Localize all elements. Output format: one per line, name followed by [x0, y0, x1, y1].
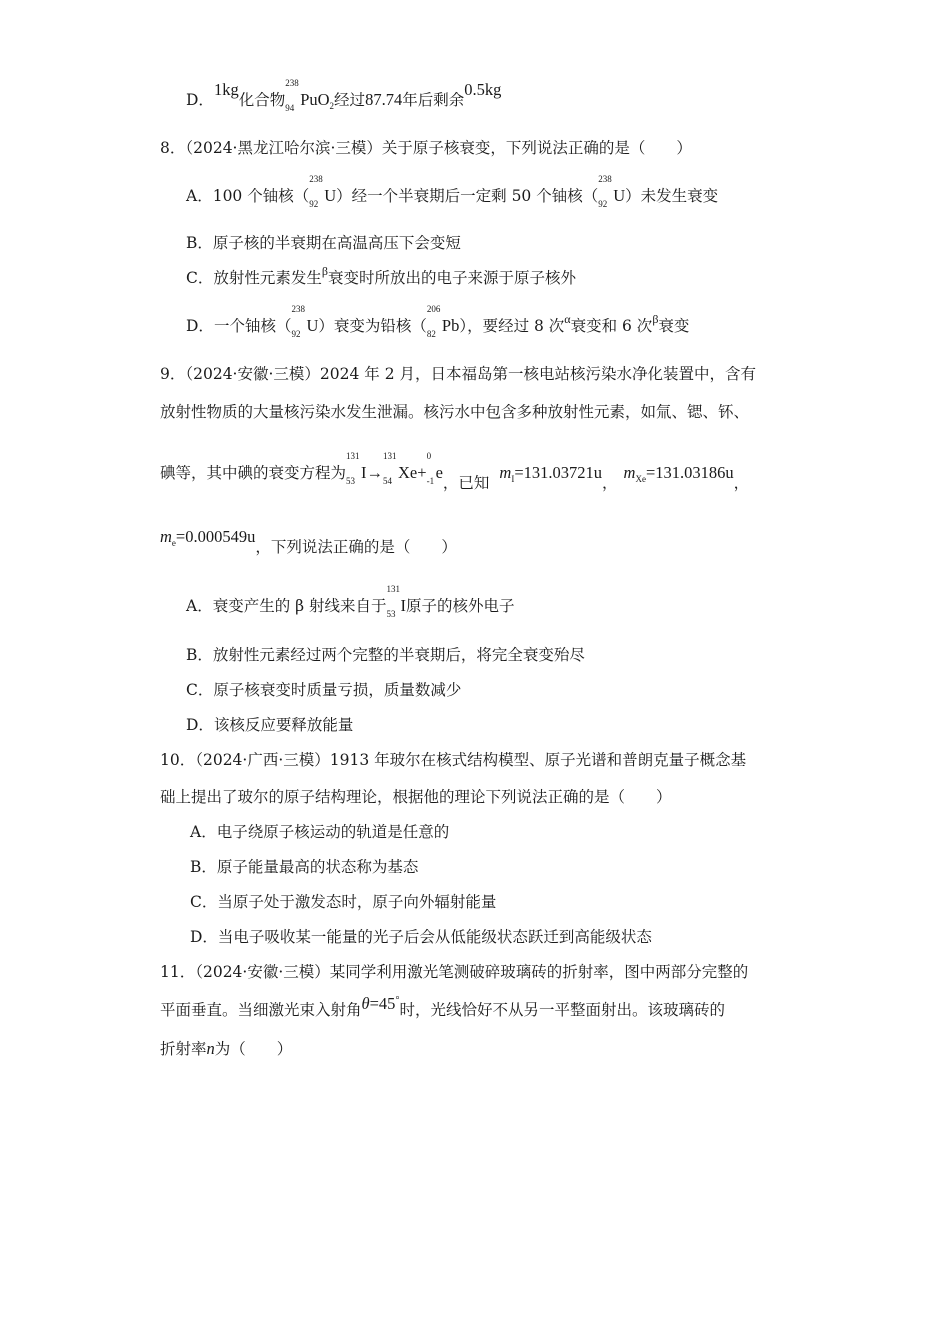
q8-option-a: A．100 个铀核（ 238 92 U）经一个半衰期后一定剩 50 个铀核（ 238 92 U）未发生衰变	[186, 174, 719, 209]
i-isotope: 131 53 I	[386, 584, 407, 619]
theta-symbol: θ	[361, 994, 370, 1013]
remaining-mass: 0.5kg	[464, 80, 502, 99]
q8-option-c: C．放射性元素发生$^\beta$衰变时所放出的电子来源于原子核外	[186, 264, 576, 287]
arrow-symbol: →	[366, 463, 384, 482]
q9-option-a: A．衰变产生的 β 射线来自于 131 53 I原子的核外电子	[186, 584, 515, 619]
mass-value: 1kg	[213, 80, 239, 99]
q8-option-b: B．原子核的半衰期在高温高压下会变短	[186, 234, 461, 252]
q10-option-b: B．原子能量最高的状态称为基态	[190, 858, 419, 876]
electron-symbol: 0 -1 e	[426, 451, 443, 486]
q9-stem-line-3: 碘等，其中碘的衰变方程为 131 53 I→ 131 54 Xe+ 0 -1 e，已知$m_I=131.03721u$，$m_{Xe}=131.03186u$，	[160, 451, 750, 492]
xe-isotope: 131 54 Xe	[383, 451, 418, 486]
q9-option-b: B．放射性元素经过两个完整的半衰期后，将完全衰变殆尽	[186, 646, 585, 664]
q9-option-c: C．原子核衰变时质量亏损，质量数减少	[186, 681, 462, 699]
pu-isotope: 238 94 PuO	[285, 78, 330, 113]
q10-stem-line-2: 础上提出了玻尔的原子结构理论，根据他的理论下列说法正确的是（ ）	[160, 788, 672, 806]
beta-symbol: β	[652, 312, 659, 326]
q11-stem-line-3: 折射率n为（ ）	[160, 1039, 293, 1058]
pb-isotope: 206 82 Pb	[426, 304, 460, 339]
q9-option-d: D．该核反应要释放能量	[186, 716, 354, 734]
q9-stem-line-4: $m_e=0.000549u$，下列说法正确的是（ ）	[160, 527, 457, 556]
q8-stem: 8．（2024·黑龙江哈尔滨·三模）关于原子核衰变，下列说法正确的是（ ）	[160, 139, 692, 157]
i-isotope: 131 53 I	[346, 451, 367, 486]
q10-option-a: A．电子绕原子核运动的轨道是任意的	[190, 823, 450, 841]
alpha-symbol: α	[564, 312, 571, 326]
u-isotope: 238 92 U	[598, 174, 626, 209]
q10-option-c: C．当原子处于激发态时，原子向外辐射能量	[190, 893, 497, 911]
q10-stem-line-1: 10．（2024·广西·三模）1913 年玻尔在核式结构模型、原子光谱和普朗克量子概念基	[160, 751, 747, 769]
q7-option-d: D．1kg化合物 238 94 PuO$_2$经过87.74年后剩余0.5kg	[186, 78, 502, 113]
q8-option-d: D．一个铀核（ 238 92 U）衰变为铅核（ 206 82 Pb），要经过 8 次$^\alpha$衰变和 6 次$^\beta$衰变	[186, 304, 690, 339]
u-isotope: 238 92 U	[309, 174, 337, 209]
q10-option-d: D．当电子吸收某一能量的光子后会从低能级状态跃迁到高能级状态	[190, 928, 652, 946]
q11-stem-line-2: 平面垂直。当细激光束入射角θ=45°时，光线恰好不从另一平整面射出。该玻璃砖的	[160, 994, 725, 1019]
n-symbol: n	[206, 1039, 215, 1058]
q9-stem-line-2: 放射性物质的大量核污染水发生泄漏。核污水中包含多种放射性元素，如氚、锶、钚、	[160, 403, 750, 421]
q11-stem-line-1: 11．（2024·安徽·三模）某同学利用激光笔测破碎玻璃砖的折射率，图中两部分完整的	[160, 963, 749, 981]
beta-symbol: β	[321, 264, 328, 278]
u-isotope: 238 92 U	[291, 304, 319, 339]
q9-stem-line-1: 9．（2024·安徽·三模）2024 年 2 月，日本福岛第一核电站核污染水净化装置中，含有	[160, 365, 757, 383]
